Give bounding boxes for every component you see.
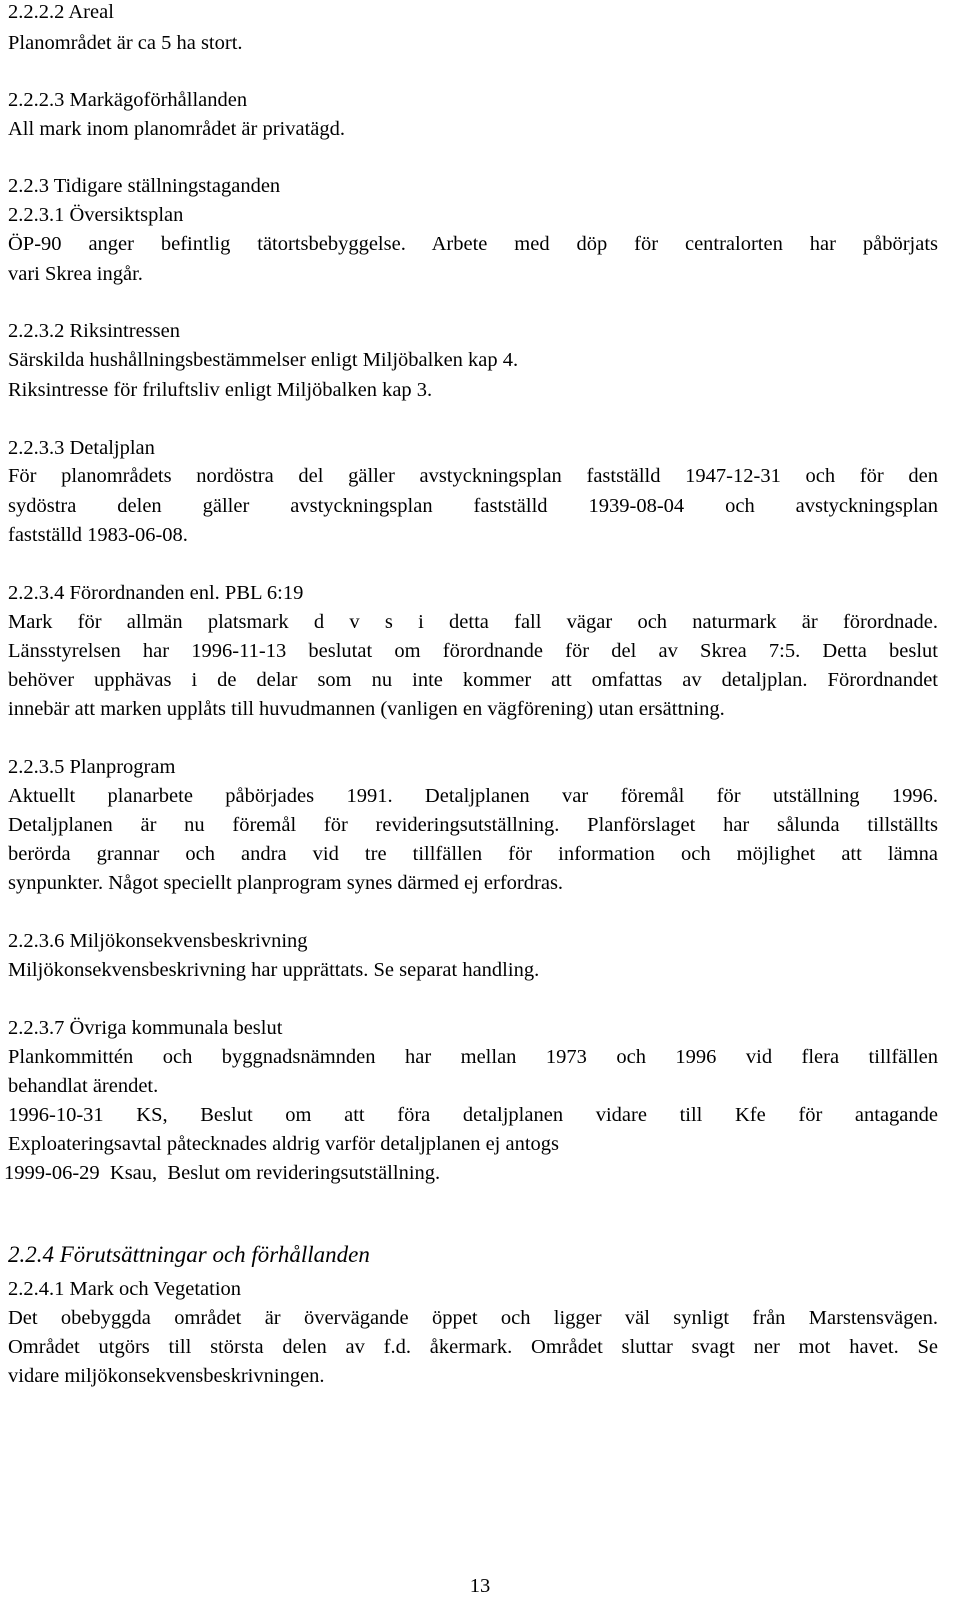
paragraph-line: Detaljplanen är nu föremål för revideringsutställning. Planförslaget har sålunda tillställts [8,814,938,836]
paragraph-line: Särskilda hushållningsbestämmelser enligt Miljöbalken kap 4. [8,349,519,371]
page-number: 13 [469,1575,491,1597]
section-heading-forordnanden: 2.2.3.4 Förordnanden enl. PBL 6:19 [8,582,304,604]
section-heading-markagoforhallanden: 2.2.2.3 Markägoförhållanden [8,89,248,111]
section-heading-miljokonsekvensbeskrivning: 2.2.3.6 Miljökonsekvensbeskrivning [8,930,308,952]
paragraph-line: vidare miljökonsekvensbeskrivningen. [8,1365,325,1387]
paragraph-line: 1999-06-29 Ksau, Beslut om revideringsutställning. [4,1162,441,1184]
paragraph-line: Mark för allmän platsmark d v s i detta fall vägar och naturmark är förordnade. [8,611,938,633]
section-heading-mark-och-vegetation: 2.2.4.1 Mark och Vegetation [8,1278,242,1300]
paragraph-line: 1996-10-31 KS, Beslut om att föra detaljplanen vidare till Kfe för antagande [8,1104,938,1126]
section-heading-areal: 2.2.2.2 Areal [8,1,114,23]
paragraph-line: Planområdet är ca 5 ha stort. [8,32,243,54]
paragraph-line: sydöstra delen gäller avstyckningsplan fastställd 1939-08-04 och avstyckningsplan [8,495,938,517]
section-heading-riksintressen: 2.2.3.2 Riksintressen [8,320,180,342]
paragraph-line: Området utgörs till största delen av f.d. åkermark. Området sluttar svagt ner mot havet. Se [8,1336,938,1358]
paragraph-line: berörda grannar och andra vid tre tillfällen för information och möjlighet att lämna [8,843,938,865]
paragraph-line: innebär att marken upplåts till huvudmannen (vanligen en vägförening) utan ersättning. [8,698,725,720]
paragraph-line: vari Skrea ingår. [8,263,143,285]
paragraph-line: Miljökonsekvensbeskrivning har upprättats. Se separat handling. [8,959,540,981]
paragraph-line: fastställd 1983-06-08. [8,524,188,546]
paragraph-line: All mark inom planområdet är privatägd. [8,118,346,140]
section-heading-oversiktsplan: 2.2.3.1 Översiktsplan [8,204,184,226]
paragraph-line: Riksintresse för friluftsliv enligt Miljöbalken kap 3. [8,379,433,401]
paragraph-line: Det obebyggda området är övervägande öppet och ligger väl synligt från Marstensvägen. [8,1307,938,1329]
paragraph-line: behandlat ärendet. [8,1075,159,1097]
paragraph-line: ÖP-90 anger befintlig tätortsbebyggelse. Arbete med döp för centralorten har påbörjats [8,233,938,255]
section-heading-ovriga-kommunala-beslut: 2.2.3.7 Övriga kommunala beslut [8,1017,283,1039]
section-heading-detaljplan: 2.2.3.3 Detaljplan [8,437,155,459]
paragraph-line: behöver upphävas i de delar som nu inte kommer att omfattas av detaljplan. Förordnandet [8,669,938,691]
paragraph-line: För planområdets nordöstra del gäller avstyckningsplan fastställd 1947-12-31 och för den [8,465,938,487]
paragraph-line: Aktuellt planarbete påbörjades 1991. Detaljplanen var föremål för utställning 1996. [8,785,938,807]
section-heading-forutsattningar-och-forhallanden: 2.2.4 Förutsättningar och förhållanden [8,1242,370,1267]
paragraph-line: Exploateringsavtal påtecknades aldrig varför detaljplanen ej antogs [8,1133,560,1155]
section-heading-tidigare-stallningstaganden: 2.2.3 Tidigare ställningstaganden [8,175,281,197]
paragraph-line: Länsstyrelsen har 1996-11-13 beslutat om förordnande för del av Skrea 7:5. Detta beslut [8,640,938,662]
paragraph-line: Plankommittén och byggnadsnämnden har mellan 1973 och 1996 vid flera tillfällen [8,1046,938,1068]
section-heading-planprogram: 2.2.3.5 Planprogram [8,756,176,778]
paragraph-line: synpunkter. Något speciellt planprogram synes därmed ej erfordras. [8,872,564,894]
